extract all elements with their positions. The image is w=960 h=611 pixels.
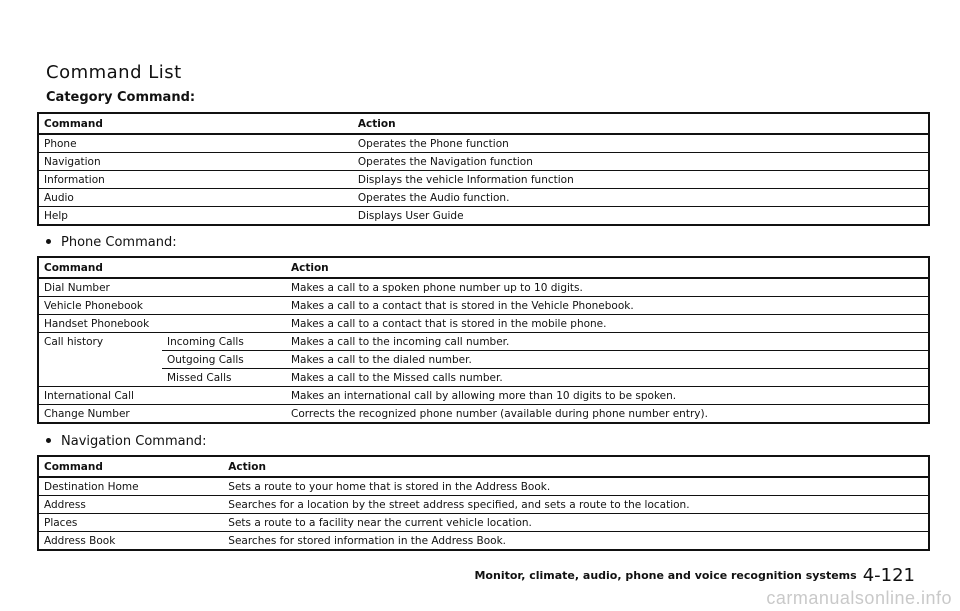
command-cell: Navigation [38, 153, 353, 171]
command-cell: Destination Home [38, 477, 223, 496]
table-row [38, 532, 929, 551]
command-cell: International Call [38, 387, 286, 405]
page-title: Command List [46, 62, 182, 83]
page-number: 4-121 [862, 565, 915, 586]
command-cell: Audio [38, 189, 353, 207]
command-cell: Help [38, 207, 353, 226]
phone-command-table [37, 256, 930, 424]
action-cell: Displays the vehicle Information function [353, 171, 929, 189]
command-cell: Vehicle Phonebook [38, 297, 286, 315]
table-row [38, 405, 929, 424]
table-row [38, 315, 929, 333]
table-row [38, 189, 929, 207]
action-cell: Makes a call to a contact that is stored in the Vehicle Phonebook. [286, 297, 929, 315]
sub-command-cell: Outgoing Calls [162, 351, 286, 369]
table-row [38, 477, 929, 496]
table-row [38, 387, 929, 405]
bullet-icon [46, 438, 51, 443]
phone-command-heading [46, 235, 177, 250]
header-command: Command [38, 257, 286, 278]
command-cell: Places [38, 514, 223, 532]
action-cell: Sets a route to a facility near the current vehicle location. [223, 514, 929, 532]
footer-section-title: Monitor, climate, audio, phone and voice recognition systems [474, 569, 857, 582]
table-header-row [38, 113, 929, 134]
table-row [38, 297, 929, 315]
header-action: Action [223, 456, 929, 477]
action-cell: Operates the Navigation function [353, 153, 929, 171]
bullet-icon [46, 239, 51, 244]
header-command: Command [38, 456, 223, 477]
navigation-command-heading-text: Navigation Command: [61, 434, 207, 449]
action-cell: Searches for a location by the street address specified, and sets a route to the location. [223, 496, 929, 514]
category-command-heading: Category Command: [46, 90, 196, 105]
action-cell: Operates the Audio function. [353, 189, 929, 207]
table-row [38, 134, 929, 153]
table-row [38, 514, 929, 532]
command-cell: Address Book [38, 532, 223, 551]
table-header-row [38, 257, 929, 278]
command-cell: Change Number [38, 405, 286, 424]
table-header-row [38, 456, 929, 477]
sub-command-cell: Incoming Calls [162, 333, 286, 351]
action-cell: Makes an international call by allowing more than 10 digits to be spoken. [286, 387, 929, 405]
sub-command-cell: Missed Calls [162, 369, 286, 387]
command-cell: Information [38, 171, 353, 189]
table-row [38, 171, 929, 189]
action-cell: Operates the Phone function [353, 134, 929, 153]
table-row [38, 153, 929, 171]
header-action: Action [286, 257, 929, 278]
table-row [38, 351, 929, 369]
command-cell: Address [38, 496, 223, 514]
navigation-command-table [37, 455, 930, 551]
table-row [38, 278, 929, 297]
action-cell: Makes a call to a contact that is stored in the mobile phone. [286, 315, 929, 333]
action-cell: Corrects the recognized phone number (available during phone number entry). [286, 405, 929, 424]
header-command: Command [38, 113, 353, 134]
action-cell: Makes a call to the dialed number. [286, 351, 929, 369]
action-cell: Makes a call to a spoken phone number up to 10 digits. [286, 278, 929, 297]
command-cell: Phone [38, 134, 353, 153]
header-action: Action [353, 113, 929, 134]
table-row [38, 207, 929, 226]
action-cell: Makes a call to the incoming call number. [286, 333, 929, 351]
command-cell: Dial Number [38, 278, 286, 297]
category-command-table [37, 112, 930, 226]
navigation-command-heading [46, 434, 206, 449]
table-row [38, 496, 929, 514]
phone-command-heading-text: Phone Command: [61, 235, 177, 250]
action-cell: Makes a call to the Missed calls number. [286, 369, 929, 387]
page-footer [474, 565, 915, 586]
action-cell: Displays User Guide [353, 207, 929, 226]
call-history-cell: Call history [38, 333, 162, 387]
watermark: carmanualsonline.info [766, 588, 952, 608]
action-cell: Sets a route to your home that is stored in the Address Book. [223, 477, 929, 496]
command-cell: Handset Phonebook [38, 315, 286, 333]
table-row [38, 369, 929, 387]
action-cell: Searches for stored information in the Address Book. [223, 532, 929, 551]
table-row [38, 333, 929, 351]
